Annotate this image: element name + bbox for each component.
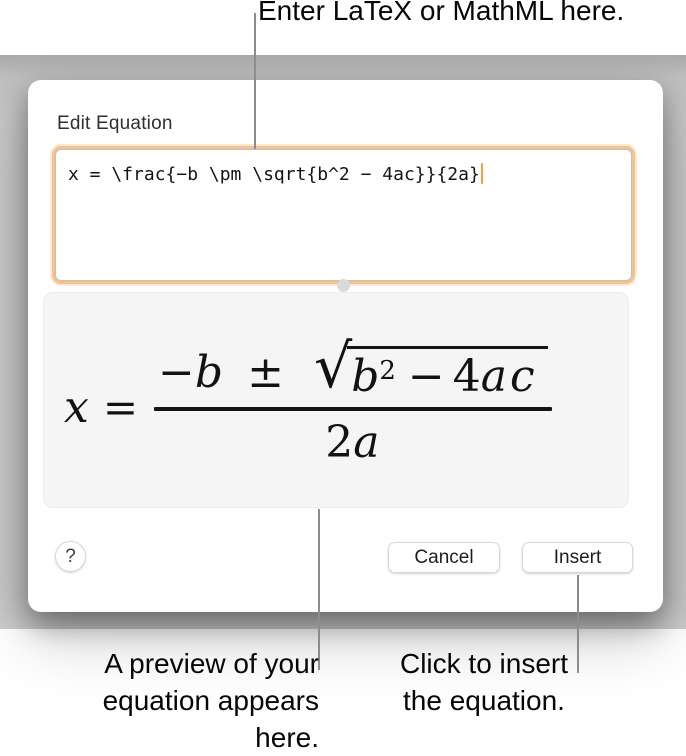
eq-num-var: b: [194, 347, 224, 398]
eq-rad-minus: −: [407, 351, 445, 402]
callout-preview-line2: equation appears here.: [102, 685, 319, 753]
callout-insert: [388, 645, 580, 719]
insert-button-label: Insert: [553, 546, 602, 568]
insert-button[interactable]: [522, 542, 633, 573]
eq-lhs: x: [64, 381, 89, 433]
fraction-bar: [154, 407, 552, 411]
eq-equals: =: [102, 382, 139, 432]
eq-numerator: [154, 332, 552, 402]
radical-sign-icon: √: [313, 332, 353, 402]
eq-rad-var: b: [351, 351, 380, 402]
eq-rad-vars: ac: [480, 351, 538, 402]
eq-rad-coef: 4: [452, 351, 481, 402]
edit-equation-dialog: [28, 80, 663, 612]
eq-radical-group: [313, 332, 548, 402]
equation-preview-area: [43, 292, 629, 508]
eq-den-var: a: [353, 417, 381, 468]
callout-insert-line2: the equation.: [403, 685, 565, 716]
cancel-button-label: Cancel: [414, 546, 474, 568]
cancel-button[interactable]: [388, 542, 500, 573]
resize-handle[interactable]: [337, 279, 350, 292]
eq-minus: −: [158, 347, 195, 398]
rendered-equation: [64, 293, 552, 507]
callout-line-input: [254, 13, 256, 149]
callout-preview: [38, 645, 319, 756]
eq-rad-exponent: 2: [379, 356, 396, 386]
help-button[interactable]: [55, 541, 86, 572]
equation-input[interactable]: [55, 149, 632, 281]
callout-insert-line1: Click to insert: [399, 648, 569, 679]
eq-fraction: [154, 332, 552, 468]
text-cursor: [481, 163, 484, 184]
eq-denominator: [154, 415, 552, 468]
eq-den-coef: 2: [325, 417, 354, 468]
dialog-title: Edit Equation: [57, 113, 173, 134]
equation-input-value: x = \frac{−b \pm \sqrt{b^2 − 4ac}}{2a}: [68, 164, 480, 185]
callout-enter-latex: Enter LaTeX or MathML here.: [258, 0, 625, 26]
eq-plus-minus: ±: [247, 347, 284, 398]
callout-preview-line1: A preview of your: [104, 648, 319, 679]
question-mark-icon: ?: [65, 545, 76, 567]
eq-radicand: [347, 346, 547, 402]
